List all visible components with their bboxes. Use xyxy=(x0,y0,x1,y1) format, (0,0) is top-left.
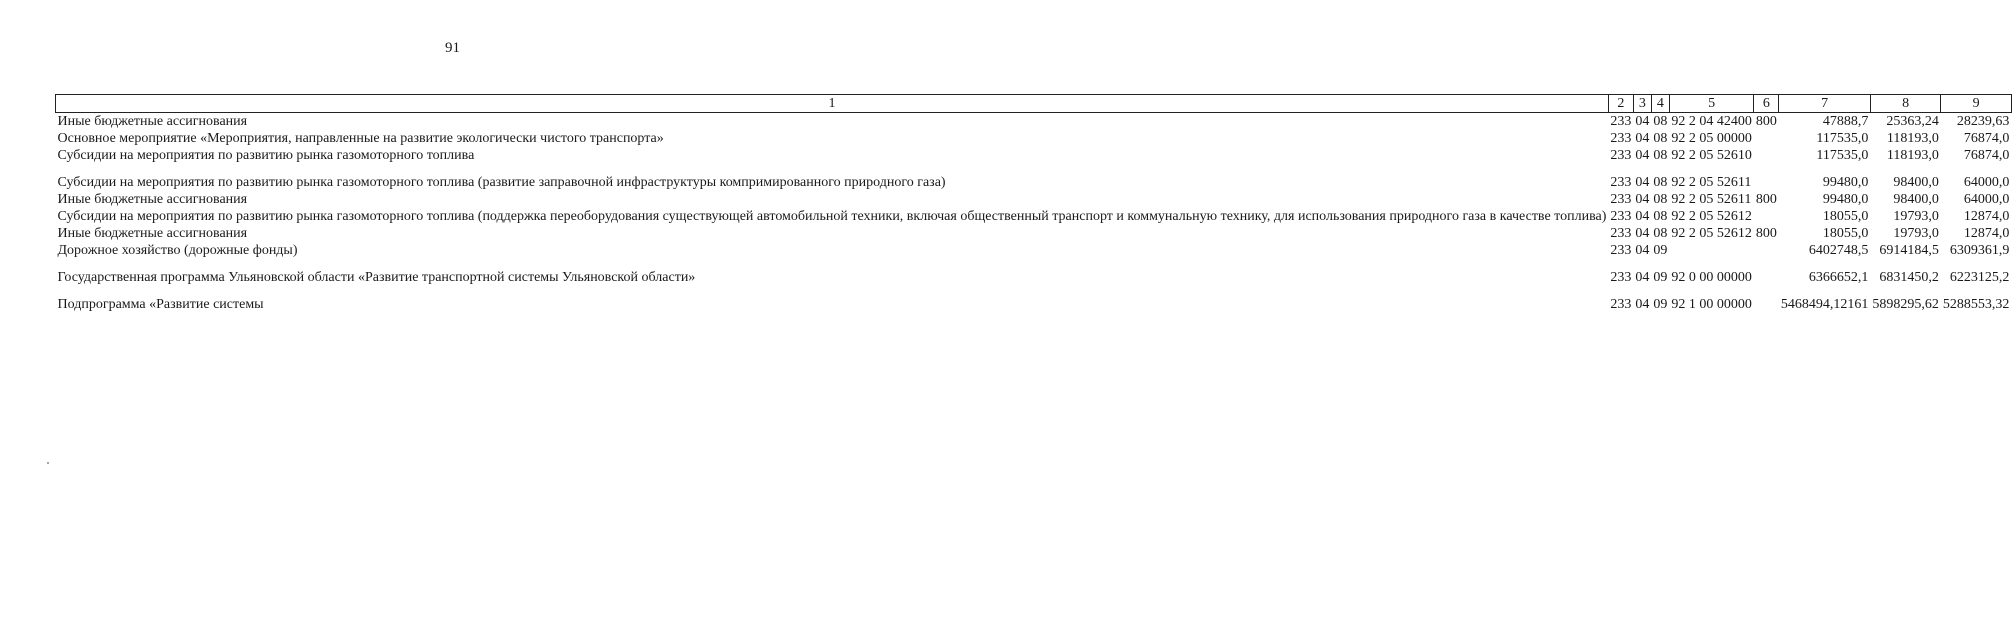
row-amount-8: 98400,0 xyxy=(1893,192,1939,207)
row-amount-7: 99480,0 xyxy=(1822,175,1869,190)
row-expense-type: 800 xyxy=(1755,226,1777,241)
row-amount-8: 118193,0 xyxy=(1886,148,1939,163)
row-amount-9: 64000,0 xyxy=(1963,192,2010,207)
row-amount-9: 64000,0 xyxy=(1963,175,2010,190)
row-expense-type xyxy=(1754,208,1779,225)
row-target-code: 92 2 05 52612 xyxy=(1671,209,1752,224)
header-col-6: 6 xyxy=(1754,95,1779,113)
row-amount-8: 6831450,2 xyxy=(1879,270,1939,285)
row-amount-7: 117535,0 xyxy=(1816,148,1869,163)
row-target-code: 92 0 00 00000 xyxy=(1671,270,1752,285)
row-amount-7: 18055,0 xyxy=(1822,209,1869,224)
row-subsection: 08 xyxy=(1653,209,1668,224)
row-subsection: 08 xyxy=(1653,148,1668,163)
row-chapter: 233 xyxy=(1610,148,1632,163)
table-row xyxy=(56,113,2012,131)
table-row xyxy=(56,147,2012,174)
row-amount-7: 6366652,1 xyxy=(1808,270,1869,285)
header-col-9: 9 xyxy=(1941,95,2012,113)
row-amount-8: 19793,0 xyxy=(1893,226,1939,241)
row-amount-7: 99480,0 xyxy=(1822,192,1869,207)
header-col-2: 2 xyxy=(1608,95,1633,113)
table-header xyxy=(56,95,2012,113)
row-chapter: 233 xyxy=(1610,114,1632,129)
row-target-code xyxy=(1669,242,1754,269)
row-expense-type xyxy=(1754,296,1779,313)
row-name: Основное мероприятие «Мероприятия, направленные на развитие экологически чистого транспорта» xyxy=(57,131,664,146)
row-amount-7: 6402748,5 xyxy=(1808,243,1869,258)
row-name: Иные бюджетные ассигнования xyxy=(57,114,248,129)
row-amount-9: 5288553,32 xyxy=(1942,297,2010,312)
table-body xyxy=(56,113,2012,314)
row-target-code: 92 2 04 42400 xyxy=(1671,114,1752,129)
row-name: Субсидии на мероприятия по развитию рынка газомоторного топлива xyxy=(57,148,475,163)
header-col-3: 3 xyxy=(1633,95,1651,113)
header-col-8: 8 xyxy=(1870,95,1941,113)
row-amount-8: 6914184,5 xyxy=(1879,243,1939,258)
row-amount-8: 5898295,62 xyxy=(1872,297,1939,312)
row-subsection: 09 xyxy=(1653,297,1668,312)
row-expense-type: 800 xyxy=(1755,192,1777,207)
row-expense-type xyxy=(1754,130,1779,147)
row-target-code: 92 2 05 52611 xyxy=(1671,175,1752,190)
row-target-code: 92 2 05 00000 xyxy=(1671,131,1752,146)
table-row xyxy=(56,130,2012,147)
table-row xyxy=(56,225,2012,242)
row-subsection: 09 xyxy=(1653,243,1668,258)
header-col-1: 1 xyxy=(56,95,1609,113)
row-amount-9: 6309361,9 xyxy=(1949,243,2010,258)
row-amount-9: 76874,0 xyxy=(1963,148,2010,163)
row-name: Иные бюджетные ассигнования xyxy=(57,226,248,241)
row-target-code: 92 1 00 00000 xyxy=(1671,297,1752,312)
row-name: Субсидии на мероприятия по развитию рынка газомоторного топлива (развитие заправочной инфраструктуры компримированного природного газа) xyxy=(57,175,946,190)
header-col-4: 4 xyxy=(1651,95,1669,113)
row-target-code: 92 2 05 52611 xyxy=(1671,192,1752,207)
row-chapter: 233 xyxy=(1610,175,1632,190)
row-expense-type: 800 xyxy=(1755,114,1777,129)
row-subsection: 08 xyxy=(1653,192,1668,207)
header-col-7: 7 xyxy=(1779,95,1871,113)
row-chapter: 233 xyxy=(1610,226,1632,241)
row-expense-type xyxy=(1754,242,1779,269)
row-name: Подпрограмма «Развитие системы xyxy=(57,297,264,312)
row-amount-9: 28239,63 xyxy=(1956,114,2010,129)
row-chapter: 233 xyxy=(1610,297,1632,312)
row-chapter: 233 xyxy=(1610,131,1632,146)
row-amount-9: 76874,0 xyxy=(1963,131,2010,146)
row-section: 04 xyxy=(1635,114,1650,129)
page-number: 91 xyxy=(445,40,460,56)
row-subsection: 08 xyxy=(1653,131,1668,146)
row-amount-8: 98400,0 xyxy=(1893,175,1939,190)
header-row xyxy=(56,95,2012,113)
table-row xyxy=(56,174,2012,191)
table-row xyxy=(56,242,2012,269)
row-expense-type xyxy=(1754,147,1779,174)
row-subsection: 08 xyxy=(1653,114,1668,129)
scan-speck xyxy=(47,462,49,464)
table-row xyxy=(56,191,2012,208)
table-row xyxy=(56,296,2012,313)
row-name: Иные бюджетные ассигнования xyxy=(57,192,248,207)
table-row xyxy=(56,208,2012,225)
header-col-5: 5 xyxy=(1669,95,1754,113)
row-amount-9: 6223125,2 xyxy=(1949,270,2010,285)
row-section: 04 xyxy=(1635,131,1650,146)
row-section: 04 xyxy=(1635,192,1650,207)
row-amount-8: 118193,0 xyxy=(1886,131,1939,146)
row-amount-7: 117535,0 xyxy=(1816,131,1869,146)
budget-table xyxy=(55,94,2012,313)
row-subsection: 09 xyxy=(1653,270,1668,285)
row-section: 04 xyxy=(1635,175,1650,190)
row-subsection: 08 xyxy=(1653,175,1668,190)
row-subsection: 08 xyxy=(1653,226,1668,241)
row-amount-8: 25363,24 xyxy=(1886,114,1939,129)
row-chapter: 233 xyxy=(1610,209,1632,224)
row-section: 04 xyxy=(1635,243,1650,258)
row-section: 04 xyxy=(1635,270,1650,285)
row-amount-7: 18055,0 xyxy=(1822,226,1869,241)
row-name: Субсидии на мероприятия по развитию рынка газомоторного топлива (поддержка переоборудования существующей автомобильной техники, включая общественный транспорт и коммунальную технику, для использования природного газа в качестве топлива) xyxy=(57,209,1607,224)
table-row xyxy=(56,269,2012,296)
row-amount-9: 12874,0 xyxy=(1963,209,2010,224)
row-section: 04 xyxy=(1635,148,1650,163)
row-section: 04 xyxy=(1635,297,1650,312)
row-amount-7: 5468494,12161 xyxy=(1780,297,1869,312)
row-chapter: 233 xyxy=(1610,243,1632,258)
row-name: Дорожное хозяйство (дорожные фонды) xyxy=(57,243,298,258)
row-amount-8: 19793,0 xyxy=(1893,209,1939,224)
row-section: 04 xyxy=(1635,226,1650,241)
row-name: Государственная программа Ульяновской области «Развитие транспортной системы Ульяновской области» xyxy=(57,270,696,285)
row-expense-type xyxy=(1754,174,1779,191)
row-expense-type xyxy=(1754,269,1779,296)
row-target-code: 92 2 05 52610 xyxy=(1671,148,1752,163)
row-section: 04 xyxy=(1635,209,1650,224)
row-chapter: 233 xyxy=(1610,192,1632,207)
row-amount-7: 47888,7 xyxy=(1822,114,1869,129)
row-target-code: 92 2 05 52612 xyxy=(1671,226,1752,241)
row-chapter: 233 xyxy=(1610,270,1632,285)
row-amount-9: 12874,0 xyxy=(1963,226,2010,241)
